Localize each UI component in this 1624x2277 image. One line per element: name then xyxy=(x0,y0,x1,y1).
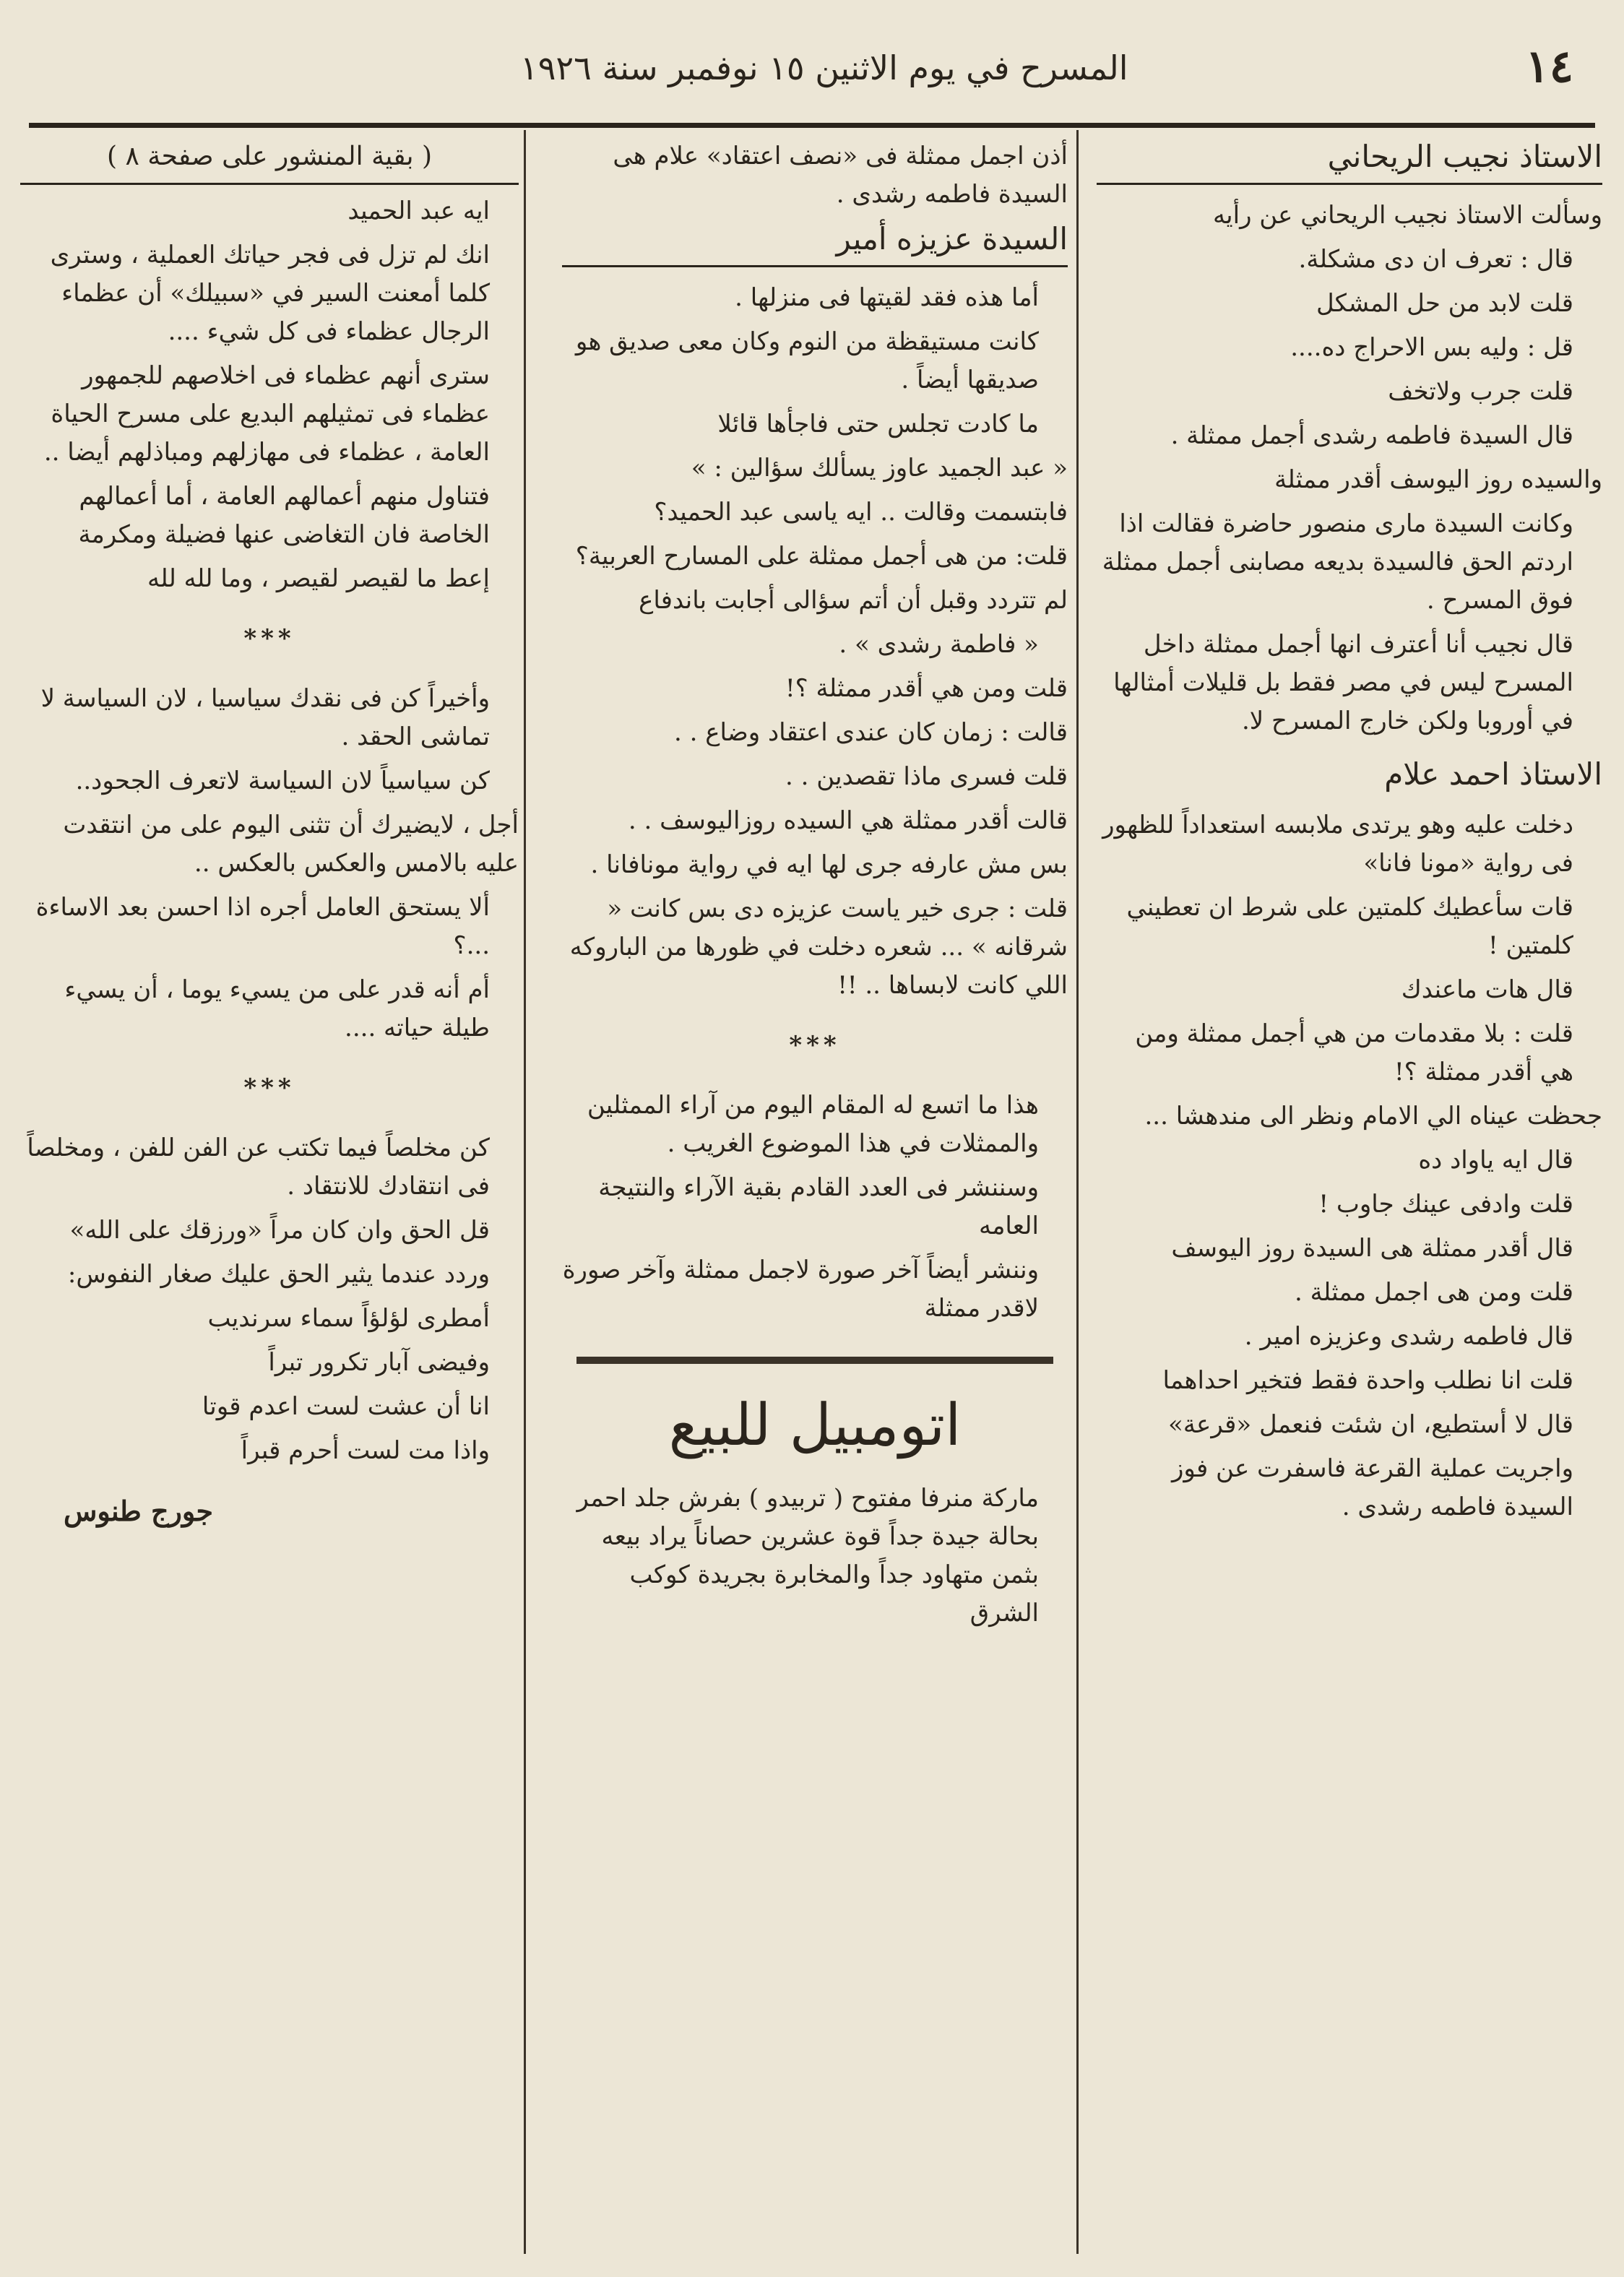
poem-line: أمطرى لؤلؤاً سماء سرنديب xyxy=(207,1304,490,1333)
paragraph: انك لم تزل فى فجر حياتك العملية ، وسترى كلما أمعنت السير في «سبيلك» أن عظماء الرجال عظماء فى كل شيء .... xyxy=(50,241,490,346)
page-number: ١٤ xyxy=(1525,40,1573,92)
paragraph: هذا ما اتسع له المقام اليوم من آراء الممثلين والممثلات في هذا الموضوع الغريب . xyxy=(587,1091,1039,1158)
paragraph: دخلت عليه وهو يرتدى ملابسه استعداداً للظهور فى رواية «مونا فانا» xyxy=(1102,811,1573,878)
paragraph: قال هات ماعندك xyxy=(1401,975,1573,1004)
paragraph: قلت لابد من حل المشكل xyxy=(1316,289,1573,318)
paragraph: جحظت عيناه الي الامام ونظر الى مندهشا ... xyxy=(1144,1102,1602,1131)
paragraph: قلت انا نطلب واحدة فقط فتخير احداهما xyxy=(1162,1366,1573,1395)
paragraph: قلت ومن هي أقدر ممثلة ؟! xyxy=(785,674,1068,703)
paragraph: وسألت الاستاذ نجيب الريحاني عن رأيه xyxy=(1212,201,1602,230)
paragraph: قالت : زمان كان عندى اعتقاد وضاع . . xyxy=(674,718,1068,747)
paragraph: إعط ما لقيصر لقيصر ، وما لله لله xyxy=(147,564,490,593)
author-signature: جورج طنوس xyxy=(64,1495,213,1527)
right-column xyxy=(1097,137,1602,1532)
section-heading: السيدة عزيزه أمير xyxy=(562,220,1068,267)
paragraph: كن مخلصاً فيما تكتب عن الفن للفن ، ومخلصاً فى انتقادك للانتقاد . xyxy=(27,1133,490,1201)
header-rule xyxy=(29,123,1595,128)
paragraph: لم تتردد وقبل أن أتم سؤالى أجابت باندفاع xyxy=(639,586,1068,615)
paragraph: ألا يستحق العامل أجره اذا احسن بعد الاساءة ...؟ xyxy=(35,893,490,960)
paragraph: قلت جرب ولاتخف xyxy=(1388,377,1573,406)
poem-line: انا أن عشت لست اعدم قوتا xyxy=(202,1392,490,1421)
paragraph: سترى أنهم عظماء فى اخلاصهم للجمهور عظماء فى تمثيلهم البديع على مسرح الحياة العامة ، عظماء فى مهازلهم ومباذلهم أيضا .. xyxy=(43,361,490,467)
paragraph: قلت : بلا مقدمات من هي أجمل ممثلة ومن هي أقدر ممثلة ؟! xyxy=(1135,1019,1573,1086)
poem-line: وفيضى آبار تكرور تبراً xyxy=(268,1348,490,1377)
paragraph: وكانت السيدة مارى منصور حاضرة فقالت اذا اردتم الحق فالسيدة بديعه مصابنى أجمل ممثلة فوق المسرح . xyxy=(1102,509,1573,615)
section-heading: الاستاذ نجيب الريحاني xyxy=(1097,137,1602,185)
paragraph: قلت وادفى عينك جاوب ! xyxy=(1318,1190,1573,1219)
ad-divider xyxy=(576,1357,1053,1364)
ad-title: اتومبيل للبيع xyxy=(668,1391,962,1459)
column-divider xyxy=(524,130,526,2254)
paragraph: قال أقدر ممثلة هى السيدة روز اليوسف xyxy=(1171,1234,1573,1263)
paragraph: ما كادت تجلس حتى فاجأها قائلا xyxy=(717,410,1039,438)
paragraph: « عبد الجميد عاوز يسألك سؤالين : » xyxy=(691,454,1068,483)
paragraph: وردد عندما يثير الحق عليك صغار النفوس: xyxy=(67,1260,490,1289)
paragraph: أما هذه فقد لقيتها فى منزلها . xyxy=(735,283,1039,312)
middle-column xyxy=(562,137,1068,1638)
paragraph: قال ايه ياواد ده xyxy=(1418,1146,1573,1175)
paragraph: قل : وليه بس الاحراج ده.... xyxy=(1290,333,1573,362)
paragraph: قات سأعطيك كلمتين على شرط ان تعطيني كلمتين ! xyxy=(1126,893,1573,960)
paragraph: كن سياسياً لان السياسة لاتعرف الجحود.. xyxy=(75,766,490,795)
section-heading: الاستاذ احمد علام xyxy=(1384,756,1602,792)
paragraph: وسننشر فى العدد القادم بقية الآراء والنتيجة العامه xyxy=(598,1173,1039,1240)
paragraph: أذن اجمل ممثلة فى «نصف اعتقاد» علام هى السيدة فاطمه رشدى . xyxy=(613,142,1068,209)
paragraph: فتناول منهم أعمالهم العامة ، أما أعمالهم الخاصة فان التغاضى عنها فضيلة ومكرمة xyxy=(78,482,490,549)
paragraph: قال السيدة فاطمه رشدى أجمل ممثلة . xyxy=(1170,421,1573,450)
column-divider xyxy=(1076,130,1079,2254)
paragraph: واجريت عملية القرعة فاسفرت عن فوز السيدة فاطمه رشدى . xyxy=(1172,1454,1573,1521)
paragraph: ايه عبد الحميد xyxy=(347,196,490,225)
page-header xyxy=(14,40,1610,112)
paragraph: قالت أقدر ممثلة هي السيده روزاليوسف . . xyxy=(628,806,1068,835)
paragraph: قلت فسرى ماذا تقصدين . . xyxy=(785,762,1068,791)
paragraph: قال فاطمه رشدى وعزيزه امير . xyxy=(1244,1322,1573,1351)
paragraph: كانت مستيقظة من النوم وكان معى صديق هو صديقها أيضاً . xyxy=(575,327,1039,394)
ad-text: ماركة منرفا مفتوح ( تربيدو ) بفرش جلد احمر بحالة جيدة جداً قوة عشرين حصاناً يراد بيعه بثمن متهاود جداً والمخابرة بجريدة كوكب الشرق xyxy=(576,1484,1039,1628)
paragraph: وننشر أيضاً آخر صورة لاجمل ممثلة وآخر صورة لاقدر ممثلة xyxy=(562,1256,1039,1323)
paragraph: أجل ، لايضيرك أن تثنى اليوم على من انتقدت عليه بالامس والعكس بالعكس .. xyxy=(63,811,519,878)
header-title: المسرح في يوم الاثنين ١٥ نوفمبر سنة ١٩٢٦ xyxy=(520,48,1128,87)
paragraph: والسيده روز اليوسف أقدر ممثلة xyxy=(1274,465,1602,494)
paragraph: وأخيراً كن فى نقدك سياسيا ، لان السياسة لا تماشى الحقد . xyxy=(40,684,490,751)
paragraph: قلت : جرى خير ياست عزيزه دى بس كانت « شرقانه » ... شعره دخلت في ظورها من الباروكه اللي كانت لابساها .. !! xyxy=(569,894,1068,1000)
separator: *** xyxy=(243,1073,295,1102)
paragraph: قال : تعرف ان دى مشكلة. xyxy=(1298,245,1573,274)
paragraph: قلت ومن هى اجمل ممثلة . xyxy=(1294,1278,1573,1307)
paragraph: قال نجيب أنا أعترف انها أجمل ممثلة داخل المسرح ليس في مصر فقط بل قليلات أمثالها في أوروبا ولكن خارج المسرح لا. xyxy=(1113,630,1573,735)
separator: *** xyxy=(789,1031,841,1060)
poem-line: واذا مت لست أحرم قبراً xyxy=(241,1436,490,1465)
paragraph: قل الحق وان كان مراً «ورزقك على الله» xyxy=(69,1216,490,1245)
paragraph: « فاطمة رشدى » . xyxy=(839,630,1039,659)
paragraph: أم أنه قدر على من يسيء يوما ، أن يسيء طيلة حياته .... xyxy=(64,975,490,1042)
left-column xyxy=(20,137,519,1536)
paragraph: قال لا أستطيع، ان شئت فنعمل «قرعة» xyxy=(1168,1410,1573,1439)
paragraph: قلت: من هى أجمل ممثلة على المسارح العربية؟ xyxy=(575,542,1068,571)
paragraph: بس مش عارفه جرى لها ايه في رواية مونافانا . xyxy=(590,850,1068,879)
separator: *** xyxy=(243,624,295,653)
continuation-note: ( بقية المنشور على صفحة ٨ ) xyxy=(20,137,519,185)
paragraph: فابتسمت وقالت .. ايه ياسى عبد الحميد؟ xyxy=(654,498,1068,527)
